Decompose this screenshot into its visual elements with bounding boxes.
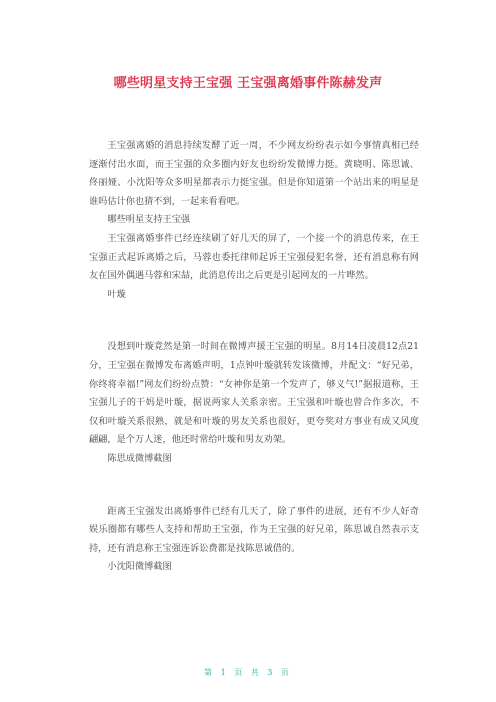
- document-title: 哪些明星支持王宝强 王宝强离婚事件陈赫发声: [113, 76, 383, 91]
- paragraph-event: 王宝强离婚事件已经连续刷了好几天的屏了，一个接一个的消息传来，在王宝强正式起诉离婚之后，马蓉也委托律师起诉王宝强侵犯名誉，还有消息称有网友在国外偶遇马蓉和宋喆，此消息传出之后更是引起网友的一片哗然。: [89, 232, 419, 282]
- page-footer: 第 1 页 共 3 页: [204, 668, 292, 677]
- paragraph-ye-xuan: 没想到叶璇竟然是第一时间在微博声援王宝强的明星。8月14日凌晨12点21分，王宝强在微博发布离婚声明，1点钟叶璇就转发该微博，并配文：“好兄弟，你终将幸福!”网友们纷纷点赞：“女神你是第一个发声了，够义气!”据报道称，王宝强儿子的干妈是叶璇，据说两家人关系亲密。王宝强和叶璇也曾合作多次，不仅和叶璇关系很熟，就是和叶璇的男友关系也很好，更夸奖对方事业有成又风度翩翩，是个万人迷，他还时常给叶璇和男友劝架。: [89, 341, 419, 446]
- image-caption-ye-xuan: 叶璇: [107, 288, 126, 300]
- section-heading: 哪些明星支持王宝强: [107, 214, 191, 226]
- paragraph-intro: 王宝强离婚的消息持续发酵了近一周，不少网友纷纷表示如今事情真相已经逐渐付出水面，而王宝强的众多圈内好友也纷纷发微博力挺。黄晓明、陈思诚、佟丽娅、小沈阳等众多明星都表示力挺宝强。但是你知道第一个站出来的明星是谁吗估计你也猜不到，一起来看看吧。: [89, 140, 419, 207]
- document-body: [89, 137, 419, 577]
- image-caption-xiao-shenyang: 小沈阳微博截图: [107, 561, 172, 573]
- image-caption-chen-sicheng: 陈思成微博截图: [107, 452, 172, 464]
- paragraph-support: 距离王宝强发出离婚事件已经有几天了，除了事件的进展，还有不少人好奇娱乐圈都有哪些人支持和帮助王宝强，作为王宝强的好兄弟，陈思诚自然表示支持，还有消息称王宝强连诉讼费都是找陈思诚借的。: [89, 505, 419, 554]
- image-placeholder: [89, 304, 419, 338]
- image-placeholder: [89, 469, 419, 503]
